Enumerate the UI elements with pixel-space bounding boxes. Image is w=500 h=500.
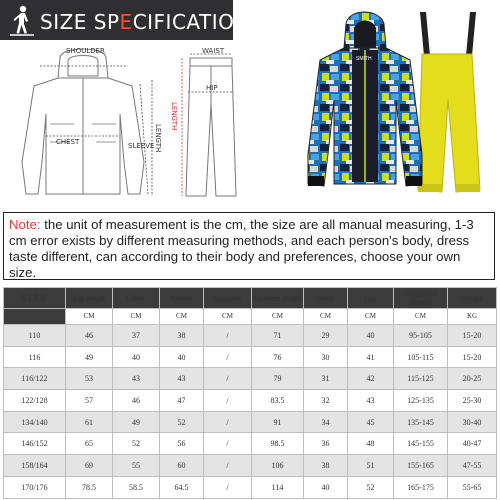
table-cell: 20-25 [448, 368, 497, 390]
table-row [4, 411, 497, 433]
table-cell: 38 [304, 455, 348, 477]
ski-suit-illustration [300, 4, 498, 206]
header-hip: Hip [348, 288, 394, 309]
table-cell: 58.5 [113, 476, 160, 498]
table-cell: 25-30 [448, 390, 497, 412]
table-cell: 165-175 [394, 476, 448, 498]
table-cell: / [204, 346, 252, 368]
table-cell: 55-65 [448, 476, 497, 498]
table-cell: 53 [66, 368, 113, 390]
jacket-outline-drawing [0, 44, 165, 206]
table-cell: 42 [348, 368, 394, 390]
header-trousers-length: Trousers length [252, 288, 304, 309]
skier-icon [6, 4, 38, 36]
table-cell: 122/128 [4, 390, 66, 412]
table-cell: 38 [160, 325, 204, 347]
table-cell: 29 [304, 325, 348, 347]
note-text: the unit of measurement is the cm, the size are all manual measuring, 1-3 cm error exists by different measuring methods, and each person's body, dress taste different, can according to their body and preferences, choose your own size. [9, 217, 474, 280]
table-cell: 36 [304, 433, 348, 455]
table-row [4, 368, 497, 390]
waist-label: WAIST [202, 47, 225, 55]
table-row [4, 390, 497, 412]
size-specification-banner [0, 0, 250, 40]
table-cell: 56 [160, 433, 204, 455]
header-weight: Weight [448, 288, 497, 309]
table-cell: 15-20 [448, 325, 497, 347]
table-cell: 46 [66, 325, 113, 347]
unit-cell: CM [304, 309, 348, 325]
table-cell: / [204, 390, 252, 412]
table-cell: / [204, 411, 252, 433]
table-cell: / [204, 476, 252, 498]
table-cell: 40 [304, 476, 348, 498]
table-cell: 83.5 [252, 390, 304, 412]
table-cell: 43 [113, 368, 160, 390]
table-cell: 125-135 [394, 390, 448, 412]
printed-jacket [308, 12, 422, 186]
table-cell: 110 [4, 325, 66, 347]
table-cell: / [204, 368, 252, 390]
table-cell: 170/176 [4, 476, 66, 498]
table-cell: 49 [113, 411, 160, 433]
table-row [4, 476, 497, 498]
header-chest: Chest [113, 288, 160, 309]
table-cell: 135-145 [394, 411, 448, 433]
yellow-pants [418, 12, 480, 192]
table-cell: 71 [252, 325, 304, 347]
unit-cell: CM [113, 309, 160, 325]
table-cell: 41 [348, 346, 394, 368]
table-cell: 116/122 [4, 368, 66, 390]
table-cell: 146/152 [4, 433, 66, 455]
chest-label: CHEST [56, 138, 80, 146]
unit-cell: CM [204, 309, 252, 325]
jacket-length-label: LENGTH [154, 124, 162, 153]
table-cell: 115-125 [394, 368, 448, 390]
table-cell: 98.5 [252, 433, 304, 455]
pants-diagram [168, 44, 248, 206]
header-waist: Waist [304, 288, 348, 309]
table-row [4, 325, 497, 347]
header-top-length: Top length [66, 288, 113, 309]
unit-cell: CM [348, 309, 394, 325]
table-row [4, 346, 497, 368]
table-row [4, 455, 497, 477]
header-suggested-height: Suggested Height [394, 288, 448, 309]
table-cell: 79 [252, 368, 304, 390]
size-chart-table [3, 287, 497, 499]
table-cell: 32 [304, 390, 348, 412]
table-cell: 30 [304, 346, 348, 368]
product-image [300, 4, 498, 206]
table-cell: / [204, 325, 252, 347]
table-cell: 158/164 [4, 455, 66, 477]
pants-outline-drawing [168, 44, 248, 206]
table-cell: 95-105 [394, 325, 448, 347]
table-cell: 105-115 [394, 346, 448, 368]
table-cell: 116 [4, 346, 66, 368]
table-cell: 65 [66, 433, 113, 455]
sleeve-label: SLEEVE [128, 142, 155, 150]
table-row [4, 433, 497, 455]
table-header-row [4, 288, 497, 309]
unit-cell [4, 309, 66, 325]
table-cell: 31 [304, 368, 348, 390]
table-cell: 69 [66, 455, 113, 477]
table-cell: 55 [113, 455, 160, 477]
unit-cell: CM [394, 309, 448, 325]
measurement-note [3, 212, 495, 280]
banner-title: SIZE SPECIFICATION [40, 10, 250, 34]
table-cell: 30-40 [448, 411, 497, 433]
table-cell: 43 [160, 368, 204, 390]
note-label: Note: [9, 217, 41, 232]
header-sleeve: Sleeve [160, 288, 204, 309]
table-cell: 106 [252, 455, 304, 477]
pants-length-label: LENGTH [170, 102, 178, 131]
table-cell: 51 [348, 455, 394, 477]
table-cell: 40-47 [448, 433, 497, 455]
table-cell: 48 [348, 433, 394, 455]
table-cell: 76 [252, 346, 304, 368]
unit-cell: CM [66, 309, 113, 325]
table-cell: / [204, 455, 252, 477]
table-cell: 45 [348, 411, 394, 433]
table-cell: 47-55 [448, 455, 497, 477]
table-cell: 46 [113, 390, 160, 412]
table-cell: 61 [66, 411, 113, 433]
shoulder-label: SHOULDER [66, 47, 105, 55]
jacket-diagram [0, 44, 165, 206]
table-cell: 34 [304, 411, 348, 433]
table-cell: 43 [348, 390, 394, 412]
unit-cell: CM [252, 309, 304, 325]
table-cell: 40 [160, 346, 204, 368]
table-cell: 52 [160, 411, 204, 433]
table-cell: 78.5 [66, 476, 113, 498]
table-cell: 155-165 [394, 455, 448, 477]
table-cell: 40 [348, 325, 394, 347]
table-cell: 60 [160, 455, 204, 477]
jacket-logo: SMITH [356, 56, 372, 62]
table-cell: 52 [113, 433, 160, 455]
header-shoulder: Shoulder [204, 288, 252, 309]
table-cell: / [204, 433, 252, 455]
table-cell: 64.5 [160, 476, 204, 498]
table-cell: 47 [160, 390, 204, 412]
table-cell: 57 [66, 390, 113, 412]
table-cell: 40 [113, 346, 160, 368]
table-units-row [4, 309, 497, 325]
table-cell: 15-20 [448, 346, 497, 368]
table-cell: 37 [113, 325, 160, 347]
table-cell: 49 [66, 346, 113, 368]
table-cell: 134/140 [4, 411, 66, 433]
hip-label: HIP [206, 84, 218, 92]
table-cell: 145-155 [394, 433, 448, 455]
table-cell: 91 [252, 411, 304, 433]
unit-cell: KG [448, 309, 497, 325]
table-cell: 52 [348, 476, 394, 498]
unit-cell: CM [160, 309, 204, 325]
table-cell: 114 [252, 476, 304, 498]
header-size: SIZE [4, 288, 66, 309]
